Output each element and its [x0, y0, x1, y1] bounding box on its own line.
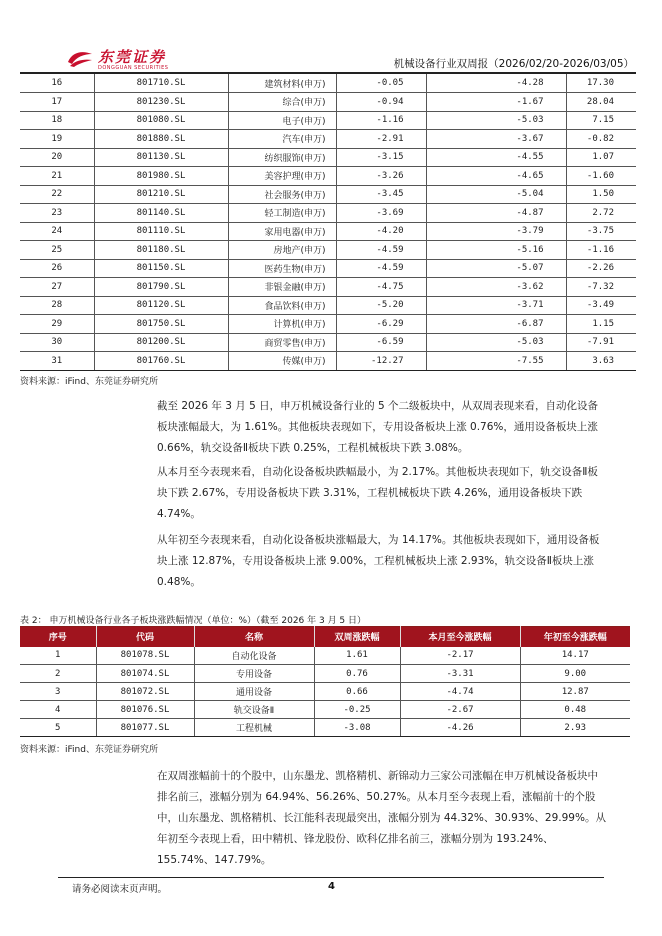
- subsector-name-cell: 专用设备: [194, 665, 314, 683]
- ytd-change-cell: -3.75: [566, 222, 636, 241]
- column-header: 双周涨跌幅: [314, 627, 400, 647]
- month-change-cell: -7.55: [426, 352, 566, 371]
- biweekly-change-cell: 1.61: [314, 647, 400, 665]
- table-row: [20, 296, 636, 315]
- paragraph-biweekly: 截至 2026 年 3 月 5 日，申万机械设备行业的 5 个二级板块中，从双周表现来看，自动化设备板块涨幅最大，为 1.61%。其他板块表现如下，专用设备板块上涨 0.76%，通用设备板块上涨 0.66%，轨交设备Ⅱ板块下跌 0.25%，工程机械板块下跌 3.08%。: [157, 400, 598, 454]
- rank-cell: 28: [20, 296, 94, 315]
- column-header: 本月至今涨跌幅: [400, 627, 520, 647]
- ytd-change-cell: 7.15: [566, 111, 636, 130]
- industry-name-cell: 电子(申万): [228, 111, 336, 130]
- biweekly-change-cell: -2.91: [336, 130, 426, 149]
- table-row: [20, 259, 636, 278]
- disclaimer-note: 请务必阅读末页声明。: [72, 884, 168, 895]
- industry-name-cell: 社会服务(申万): [228, 185, 336, 204]
- industry-name-cell: 综合(申万): [228, 93, 336, 112]
- ytd-change-cell: 1.07: [566, 148, 636, 167]
- rank-cell: 23: [20, 204, 94, 223]
- rank-cell: 24: [20, 222, 94, 241]
- ytd-change-cell: 28.04: [566, 93, 636, 112]
- ytd-change-cell: 14.17: [520, 647, 630, 665]
- table-row: [20, 647, 630, 665]
- table-row: [20, 683, 630, 701]
- subsector-table: [20, 626, 630, 737]
- column-header: 名称: [194, 627, 314, 647]
- biweekly-change-cell: -6.59: [336, 333, 426, 352]
- month-change-cell: -5.03: [426, 333, 566, 352]
- table-row: [20, 222, 636, 241]
- month-change-cell: -6.87: [426, 315, 566, 334]
- biweekly-change-cell: -0.94: [336, 93, 426, 112]
- table-row: [20, 701, 630, 719]
- month-change-cell: -4.65: [426, 167, 566, 186]
- industry-name-cell: 纺织服饰(申万): [228, 148, 336, 167]
- column-header: 年初至今涨跌幅: [520, 627, 630, 647]
- month-change-cell: -3.31: [400, 665, 520, 683]
- biweekly-change-cell: -3.45: [336, 185, 426, 204]
- rank-cell: 29: [20, 315, 94, 334]
- ytd-change-cell: 12.87: [520, 683, 630, 701]
- ytd-change-cell: 1.15: [566, 315, 636, 334]
- subsector-name-cell: 工程机械: [194, 719, 314, 737]
- month-change-cell: -4.74: [400, 683, 520, 701]
- ytd-change-cell: 9.00: [520, 665, 630, 683]
- table2-caption: 表 2： 申万机械设备行业各子板块涨跌幅情况（单位：%）（截至 2026 年 3 月 5 日）: [20, 616, 367, 626]
- logo-en: DONGGUAN SECURITIES: [98, 65, 169, 71]
- code-cell: 801760.SL: [94, 352, 228, 371]
- ytd-change-cell: -3.49: [566, 296, 636, 315]
- code-cell: 801710.SL: [94, 74, 228, 93]
- page-header: [20, 44, 642, 74]
- code-cell: 801074.SL: [96, 665, 194, 683]
- table-row: [20, 719, 630, 737]
- industry-name-cell: 商贸零售(申万): [228, 333, 336, 352]
- table-row: [20, 352, 636, 371]
- paragraph-month: 从本月至今表现来看，自动化设备板块跌幅最小，为 2.17%。其他板块表现如下，轨交设备Ⅱ板块下跌 2.67%，专用设备板块下跌 3.31%，工程机械板块下跌 4.26%，通用设备板块下跌 4.74%。: [157, 466, 598, 520]
- ytd-change-cell: -7.91: [566, 333, 636, 352]
- page-number: 4: [328, 881, 335, 892]
- rank-cell: 3: [20, 683, 96, 701]
- biweekly-change-cell: -3.69: [336, 204, 426, 223]
- industry-name-cell: 非银金融(申万): [228, 278, 336, 297]
- column-header: 序号: [20, 627, 96, 647]
- code-cell: 801080.SL: [94, 111, 228, 130]
- biweekly-change-cell: -1.16: [336, 111, 426, 130]
- biweekly-change-cell: -4.20: [336, 222, 426, 241]
- month-change-cell: -3.79: [426, 222, 566, 241]
- biweekly-change-cell: -12.27: [336, 352, 426, 371]
- report-title: 机械设备行业双周报（2026/02/20-2026/03/05）: [393, 58, 634, 70]
- table-row: [20, 185, 636, 204]
- table1-source: 资料来源：iFind、东莞证券研究所: [20, 377, 158, 387]
- code-cell: 801790.SL: [94, 278, 228, 297]
- ytd-change-cell: -2.26: [566, 259, 636, 278]
- table-row: [20, 204, 636, 223]
- month-change-cell: -4.55: [426, 148, 566, 167]
- table-row: [20, 315, 636, 334]
- column-header: 代码: [96, 627, 194, 647]
- month-change-cell: -4.28: [426, 74, 566, 93]
- ytd-change-cell: 17.30: [566, 74, 636, 93]
- rank-cell: 5: [20, 719, 96, 737]
- rank-cell: 30: [20, 333, 94, 352]
- subsector-name-cell: 自动化设备: [194, 647, 314, 665]
- industry-name-cell: 汽车(申万): [228, 130, 336, 149]
- industry-name-cell: 轻工制造(申万): [228, 204, 336, 223]
- code-cell: 801180.SL: [94, 241, 228, 260]
- industry-name-cell: 食品饮料(申万): [228, 296, 336, 315]
- code-cell: 801980.SL: [94, 167, 228, 186]
- code-cell: 801077.SL: [96, 719, 194, 737]
- code-cell: 801140.SL: [94, 204, 228, 223]
- month-change-cell: -5.04: [426, 185, 566, 204]
- month-change-cell: -5.03: [426, 111, 566, 130]
- ytd-change-cell: -0.82: [566, 130, 636, 149]
- rank-cell: 22: [20, 185, 94, 204]
- table-row: [20, 93, 636, 112]
- paragraph-top-stocks: 在双周涨幅前十的个股中，山东墨龙、凯格精机、新锦动力三家公司涨幅在申万机械设备板块中排名前三，涨幅分别为 64.94%、56.26%、50.27%。从本月至今表现上看，涨幅前十的个股中，山东墨龙、凯格精机、长江能科表现最突出，涨幅分别为 44.32%、30.93%、29.99%。从年初至今表现上看，田中精机、锋龙股份、欧科亿排名前三，涨幅分别为 193.24%、155.74%、147.79%。: [157, 770, 606, 866]
- biweekly-change-cell: -4.75: [336, 278, 426, 297]
- table-row: [20, 278, 636, 297]
- rank-cell: 19: [20, 130, 94, 149]
- ytd-change-cell: 2.93: [520, 719, 630, 737]
- month-change-cell: -5.07: [426, 259, 566, 278]
- biweekly-change-cell: 0.66: [314, 683, 400, 701]
- rank-cell: 18: [20, 111, 94, 130]
- month-change-cell: -3.67: [426, 130, 566, 149]
- code-cell: 801210.SL: [94, 185, 228, 204]
- logo-cn: 东莞证券: [98, 48, 167, 66]
- rank-cell: 2: [20, 665, 96, 683]
- rank-cell: 31: [20, 352, 94, 371]
- biweekly-change-cell: -3.15: [336, 148, 426, 167]
- code-cell: 801120.SL: [94, 296, 228, 315]
- code-cell: 801880.SL: [94, 130, 228, 149]
- code-cell: 801150.SL: [94, 259, 228, 278]
- ytd-change-cell: 3.63: [566, 352, 636, 371]
- code-cell: 801200.SL: [94, 333, 228, 352]
- rank-cell: 17: [20, 93, 94, 112]
- biweekly-change-cell: -4.59: [336, 241, 426, 260]
- industry-name-cell: 家用电器(申万): [228, 222, 336, 241]
- industry-name-cell: 医药生物(申万): [228, 259, 336, 278]
- table-row: [20, 241, 636, 260]
- subsector-name-cell: 通用设备: [194, 683, 314, 701]
- rank-cell: 16: [20, 74, 94, 93]
- month-change-cell: -2.67: [400, 701, 520, 719]
- table-row: [20, 167, 636, 186]
- code-cell: 801078.SL: [96, 647, 194, 665]
- month-change-cell: -4.87: [426, 204, 566, 223]
- rank-cell: 21: [20, 167, 94, 186]
- paragraph-ytd: 从年初至今表现来看，自动化设备板块涨幅最大，为 14.17%。其他板块表现如下，通用设备板块上涨 12.87%，专用设备板块上涨 9.00%，工程机械板块上涨 2.93%，轨交设备Ⅱ板块上涨 0.48%。: [157, 534, 600, 588]
- month-change-cell: -3.71: [426, 296, 566, 315]
- table-row: [20, 665, 630, 683]
- industry-name-cell: 计算机(申万): [228, 315, 336, 334]
- biweekly-change-cell: -3.26: [336, 167, 426, 186]
- table-row: [20, 111, 636, 130]
- industry-name-cell: 美容护理(申万): [228, 167, 336, 186]
- footer-divider: [58, 877, 604, 878]
- code-cell: 801130.SL: [94, 148, 228, 167]
- industry-name-cell: 传媒(申万): [228, 352, 336, 371]
- company-logo: [66, 50, 168, 72]
- biweekly-change-cell: -5.20: [336, 296, 426, 315]
- rank-cell: 25: [20, 241, 94, 260]
- ytd-change-cell: 2.72: [566, 204, 636, 223]
- code-cell: 801110.SL: [94, 222, 228, 241]
- logo-mark-icon: [66, 50, 94, 68]
- code-cell: 801230.SL: [94, 93, 228, 112]
- ytd-change-cell: 0.48: [520, 701, 630, 719]
- table-row: [20, 333, 636, 352]
- code-cell: 801750.SL: [94, 315, 228, 334]
- table-row: [20, 130, 636, 149]
- table-row: [20, 148, 636, 167]
- code-cell: 801072.SL: [96, 683, 194, 701]
- ytd-change-cell: -1.16: [566, 241, 636, 260]
- rank-cell: 26: [20, 259, 94, 278]
- industry-name-cell: 建筑材料(申万): [228, 74, 336, 93]
- subsector-name-cell: 轨交设备Ⅱ: [194, 701, 314, 719]
- month-change-cell: -3.62: [426, 278, 566, 297]
- ytd-change-cell: 1.50: [566, 185, 636, 204]
- month-change-cell: -1.67: [426, 93, 566, 112]
- biweekly-change-cell: -3.08: [314, 719, 400, 737]
- table2-source: 资料来源：iFind、东莞证券研究所: [20, 745, 158, 755]
- biweekly-change-cell: -6.29: [336, 315, 426, 334]
- month-change-cell: -5.16: [426, 241, 566, 260]
- month-change-cell: -4.26: [400, 719, 520, 737]
- biweekly-change-cell: -0.25: [314, 701, 400, 719]
- month-change-cell: -2.17: [400, 647, 520, 665]
- rank-cell: 20: [20, 148, 94, 167]
- rank-cell: 4: [20, 701, 96, 719]
- ytd-change-cell: -7.32: [566, 278, 636, 297]
- biweekly-change-cell: 0.76: [314, 665, 400, 683]
- table-row: [20, 74, 636, 93]
- biweekly-change-cell: -0.05: [336, 74, 426, 93]
- biweekly-change-cell: -4.59: [336, 259, 426, 278]
- rank-cell: 1: [20, 647, 96, 665]
- code-cell: 801076.SL: [96, 701, 194, 719]
- rank-cell: 27: [20, 278, 94, 297]
- ytd-change-cell: -1.60: [566, 167, 636, 186]
- industry-name-cell: 房地产(申万): [228, 241, 336, 260]
- industry-ranking-table: [20, 74, 636, 371]
